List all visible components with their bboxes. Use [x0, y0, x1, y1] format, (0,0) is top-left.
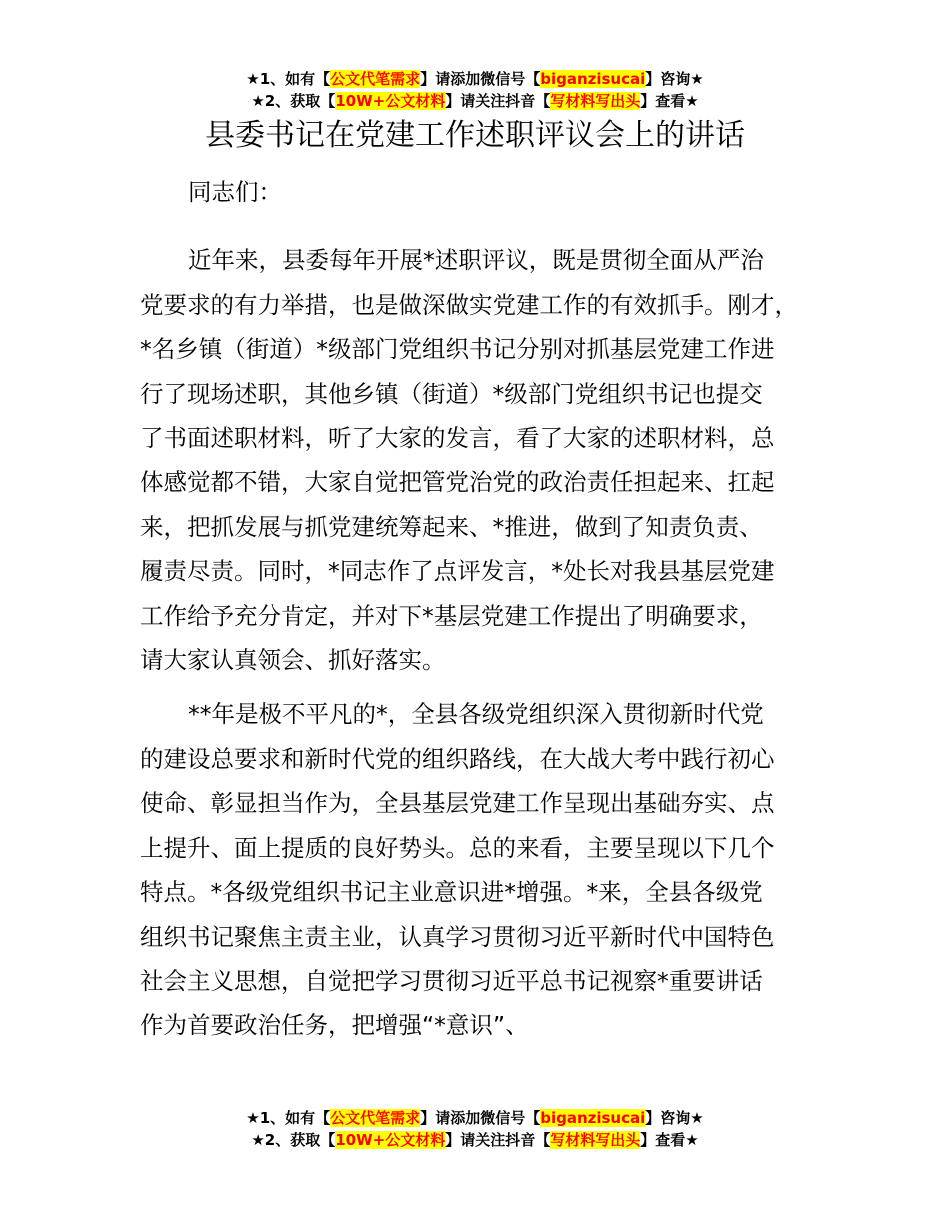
banner-text: ★1、如有【 [246, 70, 331, 88]
banner-text: 】查看★ [640, 92, 699, 110]
banner-text: 】请关注抖音【 [445, 1131, 551, 1149]
banner-line-2 [0, 90, 950, 112]
highlight-douyin-account: 写材料写出头 [550, 1131, 641, 1149]
document-body [140, 170, 830, 1058]
text-line: 上提升、面上提质的良好势头。总的来看，主要呈现以下几个 [140, 833, 775, 862]
highlight-ghostwriting: 公文代笔需求 [330, 1109, 421, 1127]
banner-text: 】咨询★ [645, 1109, 704, 1127]
highlight-materials: 10W+公文材料 [335, 1131, 446, 1149]
banner-text: 】请添加微信号【 [420, 70, 541, 88]
text-line: 使命、彰显担当作为，全县基层党建工作呈现出基础夯实、点 [140, 789, 775, 818]
text-line: *名乡镇（街道）*级部门党组织书记分别对抓基层党建工作进 [140, 335, 775, 364]
text-line: 近年来，县委每年开展*述职评议，既是贯彻全面从严治 [188, 246, 764, 275]
text-line: 行了现场述职，其他乡镇（街道）*级部门党组织书记也提交 [140, 379, 763, 408]
highlight-materials: 10W+公文材料 [335, 92, 446, 110]
text-line: 特点。*各级党组织书记主业意识进*增强。*来，全县各级党 [140, 878, 763, 907]
document-title: 县委书记在党建工作述职评议会上的讲话 [205, 118, 745, 153]
banner-text: ★2、获取【 [251, 1131, 336, 1149]
banner-text: 】咨询★ [645, 70, 704, 88]
highlight-wechat-id: biganzisucai [540, 1109, 646, 1127]
highlight-douyin-account: 写材料写出头 [550, 92, 641, 110]
banner-text: 】请关注抖音【 [445, 92, 551, 110]
text-line: **年是极不平凡的*，全县各级党组织深入贯彻新时代党 [188, 700, 764, 729]
text-line: 来，把抓发展与抓党建统筹起来、*推进，做到了知责负责、 [140, 512, 763, 541]
text-line: 作为首要政治任务，把增强“*意识”、 [140, 1011, 529, 1040]
text-line: 履责尽责。同时，*同志作了点评发言，*处长对我县基层党建 [140, 557, 775, 586]
greeting: 同志们： [188, 178, 282, 206]
text-line: 体感觉都不错，大家自觉把管党治党的政治责任担起来、扛起 [140, 468, 775, 497]
text-line: 组织书记聚焦主责主业，认真学习贯彻习近平新时代中国特色 [140, 922, 775, 951]
banner-line-2 [0, 1129, 950, 1151]
text-line: 社会主义思想，自觉把学习贯彻习近平总书记视察*重要讲话 [140, 966, 763, 995]
highlight-ghostwriting: 公文代笔需求 [330, 70, 421, 88]
text-line: 党要求的有力举措，也是做深做实党建工作的有效抓手。刚才， [140, 290, 798, 319]
footer-banner [0, 1107, 950, 1151]
text-line: 请大家认真领会、抓好落实。 [140, 646, 446, 675]
paragraph-1 [140, 238, 830, 682]
text-line: 的建设总要求和新时代党的组织路线，在大战大考中践行初心 [140, 744, 775, 773]
banner-text: ★2、获取【 [251, 92, 336, 110]
paragraph-2 [140, 692, 830, 1047]
text-line: 了书面述职材料，听了大家的发言，看了大家的述职材料，总 [140, 424, 775, 453]
banner-text: 】查看★ [640, 1131, 699, 1149]
banner-line-1 [0, 1107, 950, 1129]
banner-text: ★1、如有【 [246, 1109, 331, 1127]
header-banner [0, 68, 950, 112]
text-line: 工作给予充分肯定，并对下*基层党建工作提出了明确要求， [140, 601, 763, 630]
highlight-wechat-id: biganzisucai [540, 70, 646, 88]
banner-text: 】请添加微信号【 [420, 1109, 541, 1127]
banner-line-1 [0, 68, 950, 90]
